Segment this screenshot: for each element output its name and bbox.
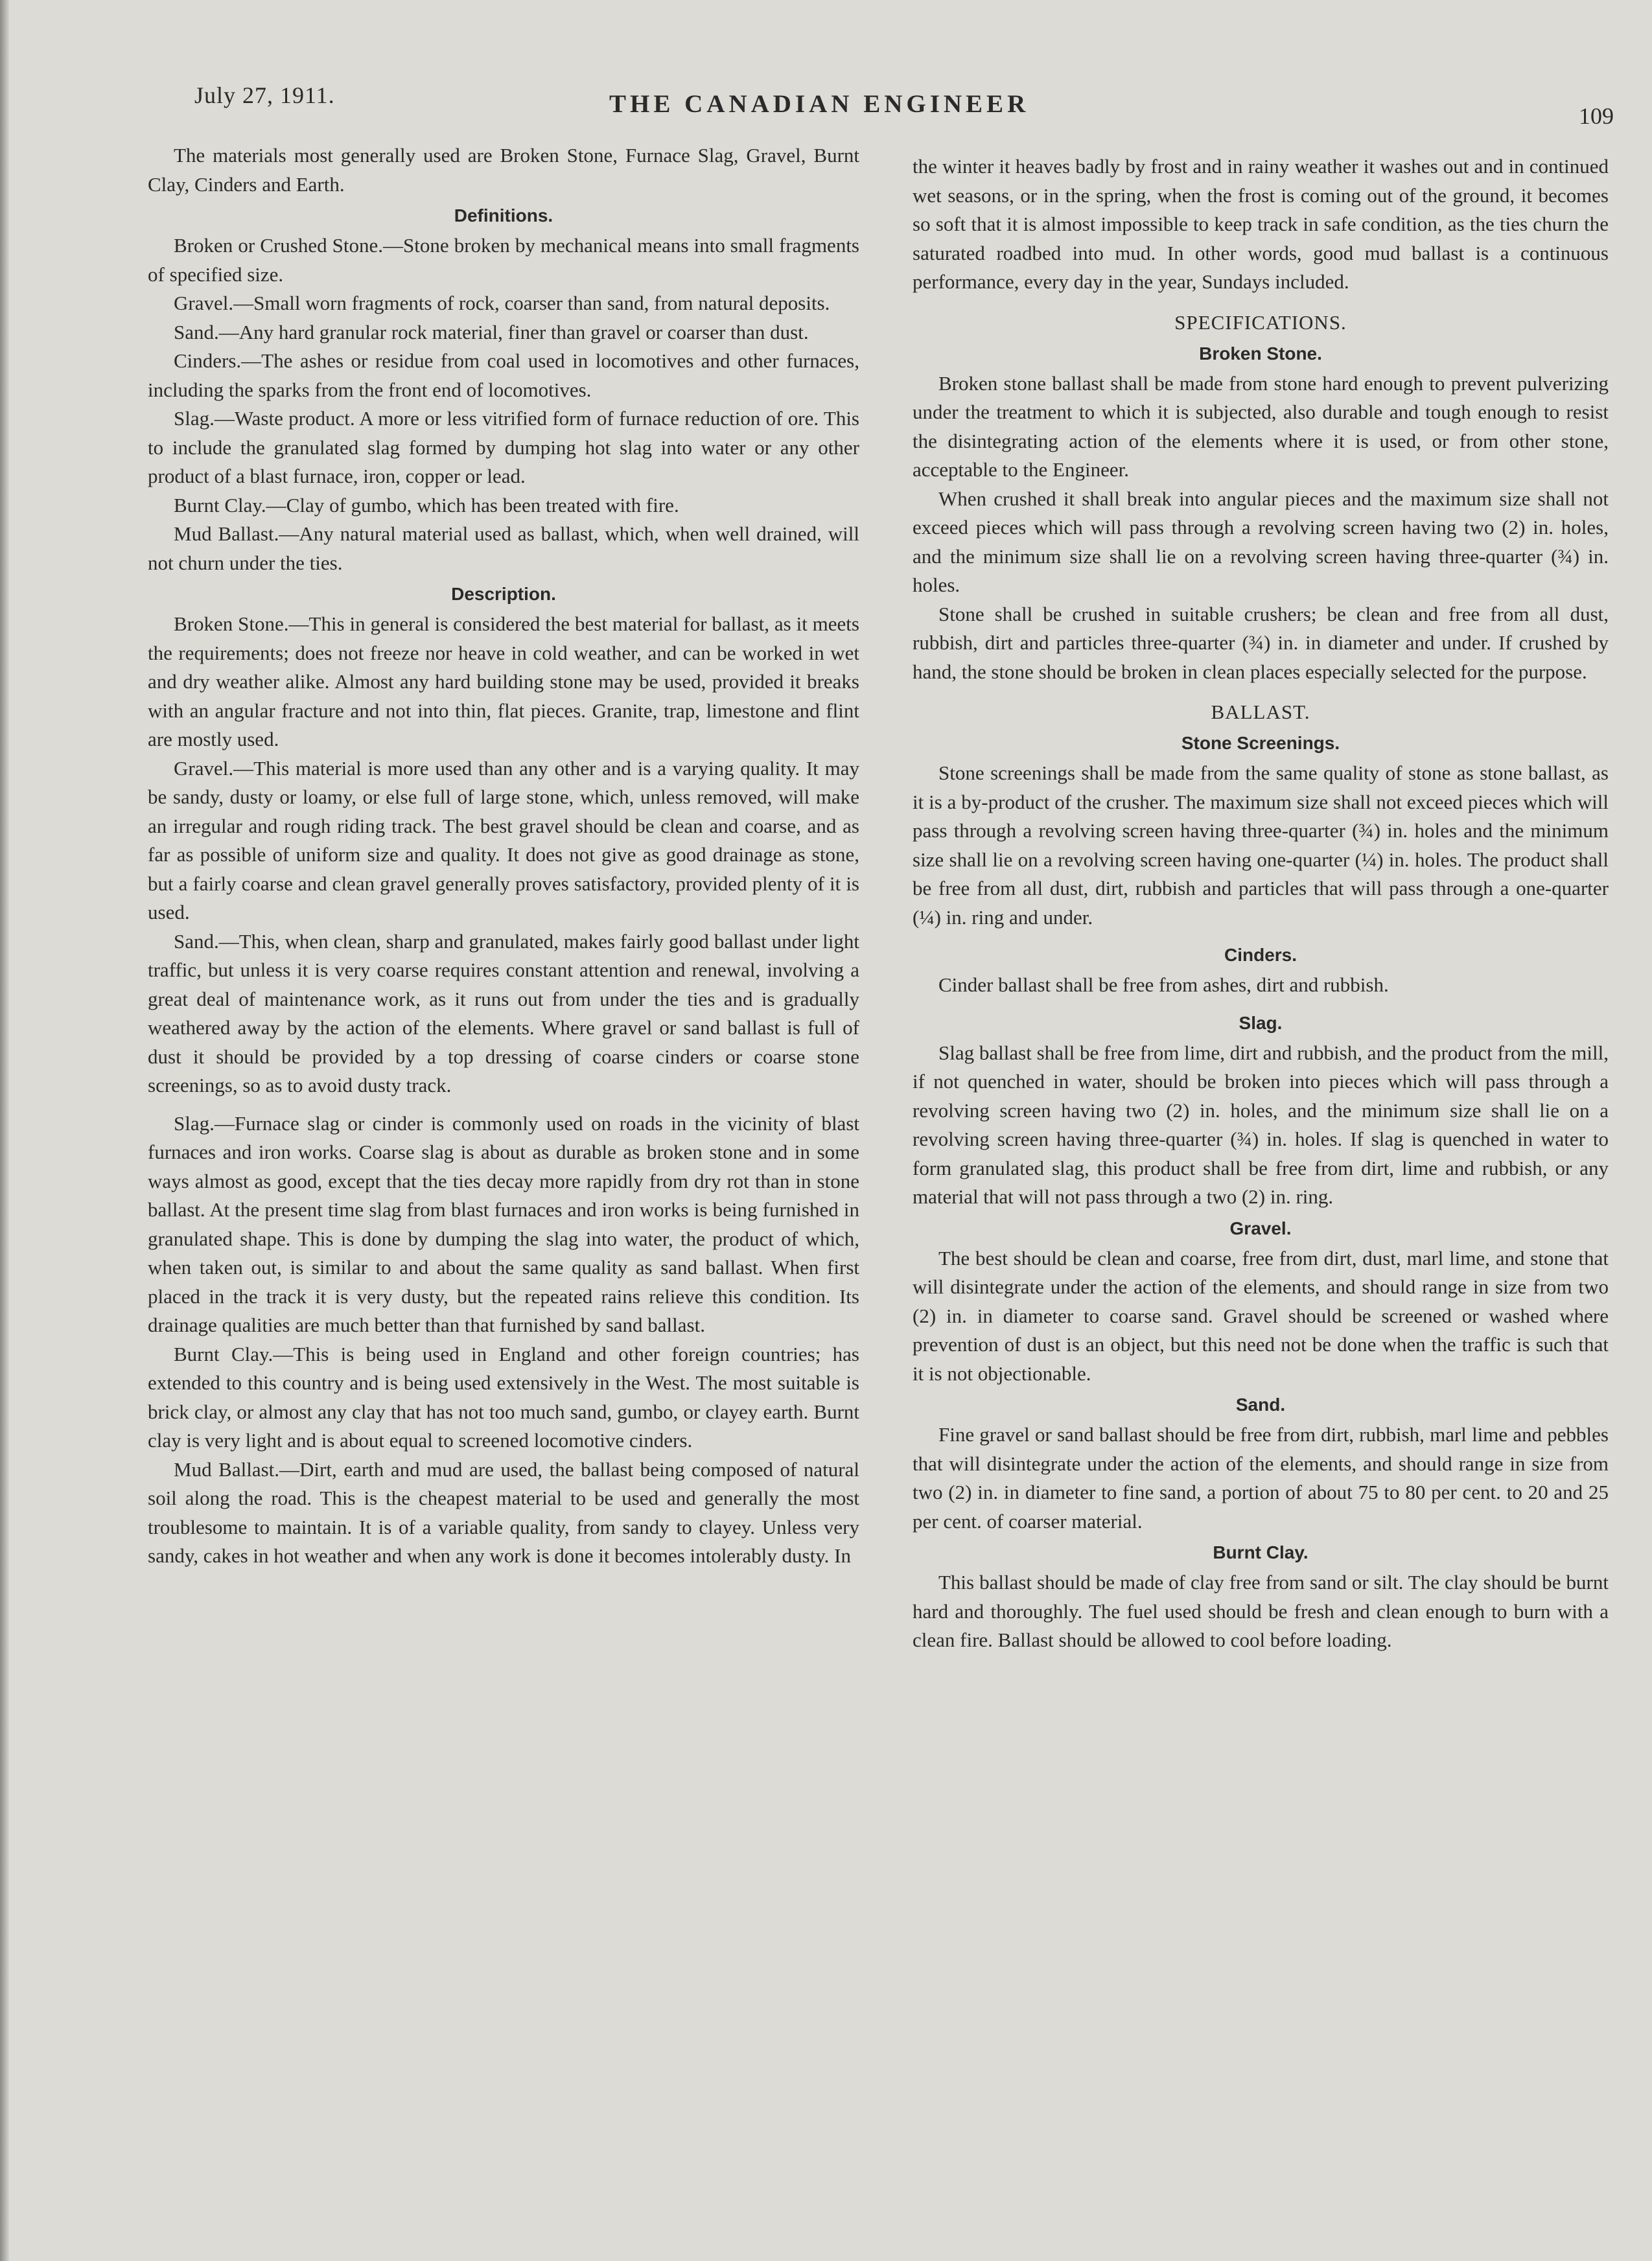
broken-stone-paragraph: Stone shall be crushed in suitable crushers; be clean and free from all dust, rubbish, dirt and particles three-quarter (¾) in. in diameter and under. If crushed by hand, the stone should be broken in clean places especially selected for the purpose. xyxy=(913,602,1609,683)
description-paragraph: Slag.—Furnace slag or cinder is commonly used on roads in the vicinity of blast furnaces and iron works. Coarse slag is about as durable as broken stone and in some ways almost as good, except that the ties decay more rapidly from dry rot than in stone ballast. At the present time slag from blast furnaces and iron works is being furnished in granulated shape. This is done by dumping the slag into water, the product of which, when taken out, is similar to and about the same quality as sand ballast. When first placed in the track it is very dusty, but the repeated rains relieve this condition. Its drainage qualities are much better than that furnished by sand ballast. xyxy=(148,1111,859,1336)
intro-paragraph: The materials most generally used are Broken Stone, Furnace Slag, Gravel, Burnt Clay, Cinders and Earth. xyxy=(148,144,859,196)
burnt-clay-heading: Burnt Clay. xyxy=(1213,1542,1309,1562)
page-binding-edge xyxy=(0,0,9,2261)
stone-screenings-paragraph: Stone screenings shall be made from the same quality of stone as stone ballast, as it is a by-product of the crusher. The maximum size shall not exceed pieces which will pass through a revolving screen having three-quarter (¾) in. holes and the minimum size shall lie on a revolving screen having one-quarter (¼) in. holes. The product shall be free from all dust, dirt, rubbish and particles that will pass through a one-quarter (¼) in. ring and under. xyxy=(913,761,1609,929)
gravel-paragraph: The best should be clean and coarse, free from dirt, dust, marl lime, and stone that will disintegrate under the action of the elements, and should range in size from two (2) in. in diameter to coarse sand. Gravel should be screened or washed where prevention of dust is an object, but this need not be done when the traffic is such that it is not objectionable. xyxy=(913,1246,1609,1385)
definition-paragraph: Mud Ballast.—Any natural material used as ballast, which, when well drained, will not churn under the ties. xyxy=(148,522,859,574)
definition-paragraph: Sand.—Any hard granular rock material, finer than gravel or coarser than dust. xyxy=(174,320,809,343)
broken-stone-paragraph: Broken stone ballast shall be made from stone hard enough to prevent pulverizing under the treatment to which it is subjected, also durable and tough enough to resist the disintegrating action of the elements where it is used, or from other stone, acceptable to the Engineer. xyxy=(913,371,1609,481)
running-head xyxy=(194,76,1614,129)
description-paragraph: Sand.—This, when clean, sharp and granulated, makes fairly good ballast under light traffic, but unless it is very coarse requires constant attention and renewal, involving a great deal of maintenance work, as it runs out from under the ties and is gradually weathered away by the action of the elements. Where gravel or sand ballast is full of dust it should be provided by a top dressing of coarse cinders or coarse stone screenings, so as to avoid dusty track. xyxy=(148,929,859,1096)
definition-paragraph: Broken or Crushed Stone.—Stone broken by mechanical means into small fragments of specified size. xyxy=(148,234,859,286)
description-paragraph: Mud Ballast.—Dirt, earth and mud are used, the ballast being composed of natural soil along the road. This is the cheapest material to be used and generally the most troublesome to maintain. It is of a variable quality, from sandy to clayey. Unless very sandy, cakes in hot weather and when any work is done it becomes intolerably dusty. In xyxy=(148,1457,859,1567)
sand-heading: Sand. xyxy=(1235,1395,1286,1415)
description-heading: Description. xyxy=(451,584,556,604)
left-column xyxy=(148,141,859,1571)
specifications-heading: SPECIFICATIONS. xyxy=(1174,310,1347,334)
slag-heading: Slag. xyxy=(1239,1012,1283,1033)
definition-paragraph: Gravel.—Small worn fragments of rock, coarser than sand, from natural deposits. xyxy=(174,292,830,314)
definition-paragraph: Slag.—Waste product. A more or less vitrified form of furnace reduction of ore. This to include the granulated slag formed by dumping hot slag into water or any other product of a blast furnace, iron, copper or lead. xyxy=(148,407,859,487)
definition-paragraph: Burnt Clay.—Clay of gumbo, which has been treated with fire. xyxy=(174,493,679,516)
burnt-clay-paragraph: This ballast should be made of clay free from sand or silt. The clay should be burnt hard and thoroughly. The fuel used should be fresh and clean enough to burn with a clean fire. Ballast should be allowed to cool before loading. xyxy=(913,1571,1609,1651)
right-column xyxy=(913,152,1609,1655)
definitions-heading: Definitions. xyxy=(454,205,553,226)
sand-paragraph: Fine gravel or sand ballast should be free from dirt, rubbish, marl lime and pebbles that will disintegrate under the action of the elements, and should range in size from two (2) in. in diameter to fine sand, a portion of about 75 to 80 per cent. to 20 and 25 per cent. of coarser material. xyxy=(913,1423,1609,1533)
journal-title: THE CANADIAN ENGINEER xyxy=(609,90,1030,118)
page-number: 109 xyxy=(1579,103,1614,129)
stone-screenings-heading: Stone Screenings. xyxy=(1181,733,1340,753)
cinders-paragraph: Cinder ballast shall be free from ashes, dirt and rubbish. xyxy=(938,973,1389,996)
cinders-heading: Cinders. xyxy=(1224,945,1297,965)
description-paragraph: Burnt Clay.—This is being used in England and other foreign countries; has extended to this country and is being used extensively in the West. The most suitable is brick clay, or almost any clay that has not too much sand, gumbo, or clayey earth. Burnt clay is very light and is about equal to screened locomotive cinders. xyxy=(148,1342,859,1452)
definition-paragraph: Cinders.—The ashes or residue from coal used in locomotives and other furnaces, including the sparks from the front end of locomotives. xyxy=(148,349,859,401)
description-paragraph: Broken Stone.—This in general is considered the best material for ballast, as it meets the requirements; does not freeze nor heave in cold weather, and can be worked in wet and dry weather alike. Almost any hard building stone may be used, provided it breaks with an angular fracture and not into thin, flat pieces. Granite, trap, limestone and flint are mostly used. xyxy=(148,612,859,750)
gravel-heading: Gravel. xyxy=(1229,1218,1292,1238)
ballast-heading: BALLAST. xyxy=(1211,701,1310,723)
continued-paragraph: the winter it heaves badly by frost and in rainy weather it washes out and in continued wet seasons, or in the spring, when the frost is coming out of the ground, it becomes so soft that it is almost impossible to keep track in safe condition, as the ties churn the saturated roadbed into mud. In other words, good mud ballast is a continuous performance, every day in the year, Sundays included. xyxy=(913,155,1609,293)
broken-stone-paragraph: When crushed it shall break into angular pieces and the maximum size shall not exceed pieces which will pass through a revolving screen having two (2) in. holes, and the minimum size shall lie on a revolving screen having three-quarter (¾) in. holes. xyxy=(913,487,1609,596)
broken-stone-heading: Broken Stone. xyxy=(1199,343,1322,364)
issue-date: July 27, 1911. xyxy=(194,82,335,108)
slag-paragraph: Slag ballast shall be free from lime, dirt and rubbish, and the product from the mill, if not quenched in water, should be broken into pieces which will pass through a revolving screen having two (2) in. holes, and the minimum size shall lie on a revolving screen having three-quarter (¾) in. holes. If slag is quenched in water to form granulated slag, this product shall be free from dirt, lime and rubbish, or any material that will not pass through a two (2) in. ring. xyxy=(913,1041,1609,1208)
description-paragraph: Gravel.—This material is more used than any other and is a varying quality. It may be sandy, dusty or loamy, or else full of large stone, which, unless removed, will make an irregular and rough riding track. The best gravel should be clean and coarse, and as far as possible of uniform size and quality. It does not give as good drainage as stone, but a fairly coarse and clean gravel generally proves satisfactory, provided plenty of it is used. xyxy=(148,756,859,923)
